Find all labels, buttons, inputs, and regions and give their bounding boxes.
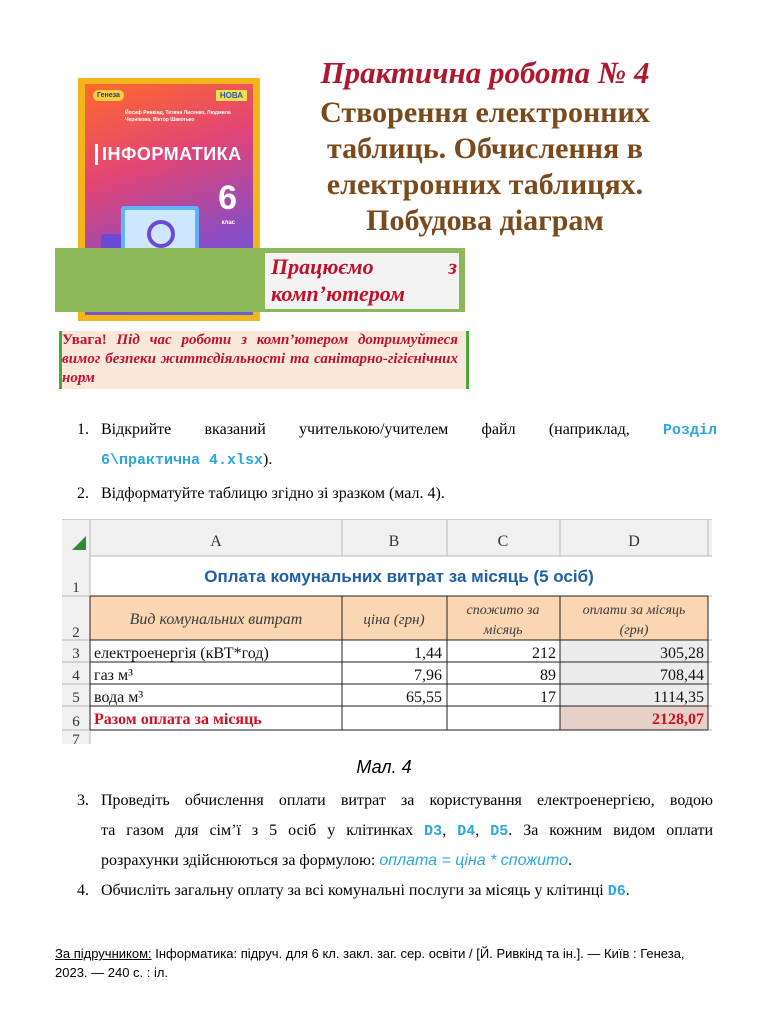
step-text: . <box>625 882 630 899</box>
cell-d3: 305,28 <box>660 645 704 662</box>
column-header-b: B <box>388 533 400 550</box>
subtitle-line: Створення електронних <box>320 96 650 129</box>
cell-a5: вода м³ <box>94 689 144 706</box>
file-path: 6\практична 4.xlsx <box>101 452 264 469</box>
cell-reference: D5 <box>490 823 509 840</box>
header-cell-c-line1: спожито за <box>466 603 540 618</box>
row-header: 2 <box>72 625 80 641</box>
cell-a6: Разом оплата за місяць <box>94 711 262 728</box>
cover-publisher-logo: Генеза <box>93 90 124 101</box>
practical-work-title: Практична робота № 4 <box>320 55 650 90</box>
source-text: Інформатика: підруч. для 6 кл. закл. заг. сер. освіти / [Й. Ривкінд та ін.]. — Київ : Генеза, 2023. — 240 с. : іл. <box>55 946 685 980</box>
row-header: 7 <box>72 732 80 744</box>
cover-grade-label: клас <box>221 220 235 226</box>
step-text: та газом для сім’ї з 5 осіб у клітинках <box>101 822 425 839</box>
cell-c5: 17 <box>540 689 556 706</box>
list-number: 2. <box>77 485 89 502</box>
section-banner-line1: Працюємо з <box>271 254 457 279</box>
step-text: Відформатуйте таблицю згідно зі зразком (мал. 4). <box>101 485 445 502</box>
header-cell-d-line2: (грн) <box>619 623 649 638</box>
cover-title: ІНФОРМАТИКА <box>95 144 252 165</box>
formula: оплата = ціна * спожито <box>379 852 569 869</box>
step-text: ). <box>263 451 273 468</box>
step-text-line: та газом для сім’ї з 5 осіб у клітинках D3, D4, D5. За кожним видом оплати <box>101 822 714 840</box>
warning-label: Увага! <box>62 332 107 348</box>
column-header-a: A <box>210 533 222 550</box>
cell-d6: 2128,07 <box>652 711 704 728</box>
figure-caption: Мал. 4 <box>356 757 412 777</box>
warning-body: Під час роботи з комп’ютером дотримуйтеся вимог безпеки життєдіяльності та санітарно-гігієнічних норм <box>62 332 458 386</box>
practical-work-subtitle <box>270 95 700 239</box>
step-text: Проведіть обчислення оплати витрат за користування електроенергією, водою <box>101 792 713 809</box>
list-number: 1. <box>77 421 89 438</box>
cover-authors: Йосиф Ривкінд, Тетяна Лисенко, Людмила Чернікова, Віктор Шакотько <box>125 110 231 123</box>
cell-d5: 1114,35 <box>653 689 704 706</box>
cell-a4: газ м³ <box>94 667 133 684</box>
step-text: розрахунки здійснюються за формулою: <box>101 852 380 869</box>
cell-c3: 212 <box>532 645 556 662</box>
subtitle-line: Побудова діаграм <box>366 204 604 237</box>
source-reference <box>55 944 715 982</box>
section-banner-line2: комп’ютером <box>271 281 405 306</box>
spreadsheet-screenshot <box>62 519 712 744</box>
step-text: Обчисліть загальну оплату за всі комунальні послуги за місяць у клітинці <box>101 882 608 899</box>
header-cell-d-line1: оплати за місяць <box>582 603 686 618</box>
row-header: 6 <box>72 714 80 730</box>
file-path: Розділ <box>662 422 717 439</box>
list-number: 4. <box>77 882 89 899</box>
row-header: 1 <box>72 580 80 596</box>
step-text: Відкрийте вказаний учителькою/учителем файл (наприклад, <box>101 421 630 438</box>
column-header-d: D <box>628 533 640 550</box>
subtitle-line: електронних таблицях. <box>326 168 644 201</box>
row-header: 3 <box>72 646 80 662</box>
header-cell: ціна (грн) <box>363 612 425 628</box>
subtitle-line: таблиць. Обчислення в <box>327 132 643 165</box>
column-header-c: C <box>497 533 509 550</box>
source-label: За підручником: <box>55 946 152 961</box>
cell-b4: 7,96 <box>414 667 442 684</box>
step-text-line <box>101 846 572 876</box>
safety-warning-text <box>62 331 458 388</box>
header-cell-c-line2: місяць <box>483 623 523 638</box>
cell-reference: D4 <box>457 823 476 840</box>
row-header: 5 <box>72 690 80 706</box>
cell-b3: 1,44 <box>414 645 442 662</box>
cell-a3: електроенергія (кВТ*год) <box>94 645 269 662</box>
row-header: 4 <box>72 668 80 684</box>
cover-grade: 6 <box>218 179 237 217</box>
header-cell: Вид комунальних витрат <box>129 611 303 628</box>
cell-b5: 65,55 <box>406 689 442 706</box>
list-number: 3. <box>77 792 89 809</box>
cell-reference: D3 <box>424 823 443 840</box>
step-text: . За кожним видом оплати <box>508 822 714 839</box>
cell-c4: 89 <box>540 667 556 684</box>
cell-reference: D6 <box>607 883 626 900</box>
cover-new-badge: НОВА <box>216 90 247 101</box>
cell-d4: 708,44 <box>660 667 704 684</box>
table-title: Оплата комунальних витрат за місяць (5 осіб) <box>204 567 594 586</box>
step-text: . <box>568 852 573 869</box>
